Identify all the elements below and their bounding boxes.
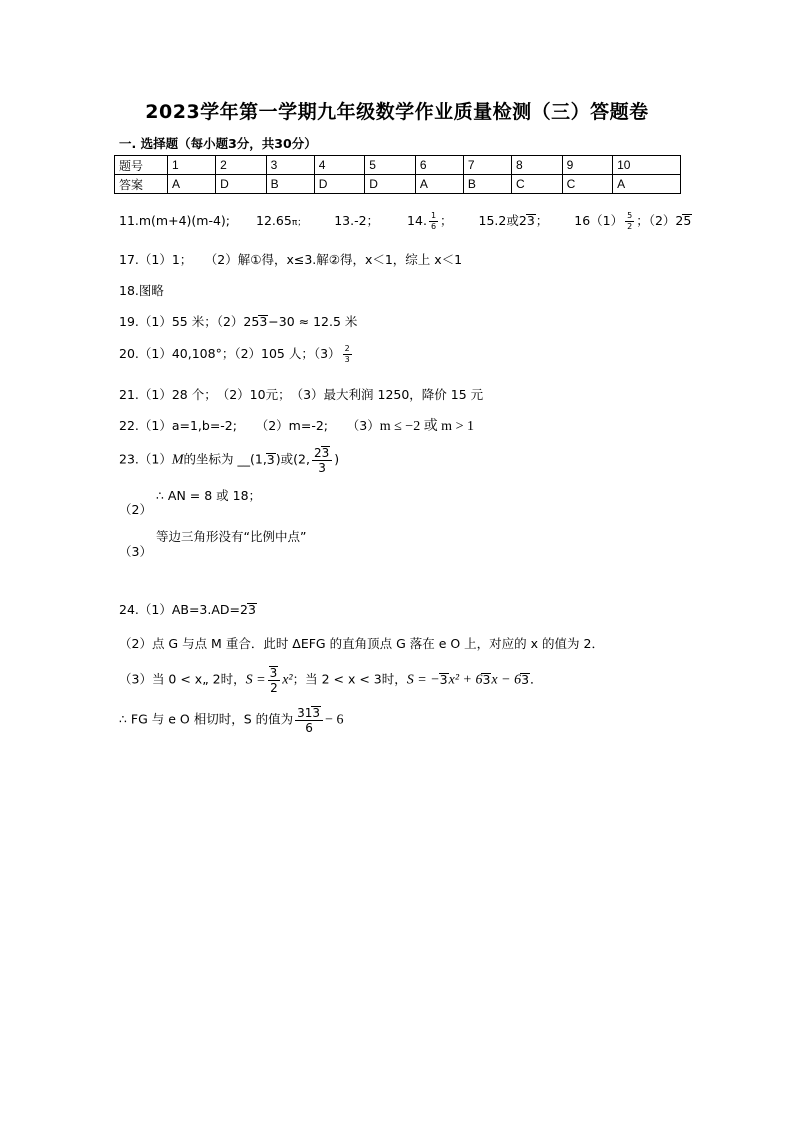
answer-24-fraction	[268, 666, 281, 694]
answer-16-mid: ；（2）2	[636, 213, 684, 228]
answer-17: 17.（1）1； （2）解①得，x≤3.解②得，x＜1，综上 x＜1	[119, 252, 463, 267]
answer-24-part3-end: ．	[530, 671, 543, 687]
fraction-denominator: 6	[305, 721, 313, 735]
answer-24-part3-text: （3）当 0 < x„ 2时，	[119, 671, 246, 687]
fraction-denominator: 3	[318, 461, 326, 475]
sqrt-radicand: 3	[439, 671, 448, 687]
table-cell: 3	[266, 156, 314, 175]
row-header-answer: 答案	[115, 175, 168, 194]
fraction-numerator: 1	[430, 211, 437, 220]
table-row-numbers	[115, 156, 681, 175]
table-cell: 8	[512, 156, 563, 175]
fraction-numerator	[312, 446, 332, 461]
answer-23-end: )	[334, 451, 340, 467]
answer-23-fraction	[312, 446, 332, 474]
table-cell: A	[168, 175, 216, 194]
answer-20-text: 20.（1）40,108°；（2）105 人；（3）	[119, 346, 341, 361]
answer-19	[119, 312, 357, 330]
answer-20	[119, 344, 354, 364]
table-row-answers	[115, 175, 681, 194]
table-cell: 1	[168, 156, 216, 175]
table-cell: 10	[613, 156, 681, 175]
answer-24-part4-text: ∴ FG 与 e O 相切时，S 的值为	[119, 711, 294, 727]
table-cell: 6	[415, 156, 463, 175]
answer-24-part3	[119, 666, 543, 694]
math-expr: x²	[282, 672, 293, 688]
answer-12-pi: π；	[291, 218, 307, 228]
sqrt-radicand: 3	[521, 671, 530, 687]
answer-22-expr: m ≤ −2 或 m > 1	[379, 419, 474, 434]
answer-table	[114, 155, 681, 194]
answer-21: 21.（1）28 个； （2）10元； （3）最大利润 1250，降价 15 元	[119, 387, 484, 402]
fraction-denominator: 6	[430, 222, 437, 231]
answer-23-mid: )或(2,	[275, 451, 310, 467]
answer-22-text: 22.（1）a=1,b=-2; （2）m=-2; （3）	[119, 418, 380, 433]
table-cell: 2	[216, 156, 267, 175]
answer-24-part2: （2）点 G 与点 M 重合．此时 ΔEFG 的直角顶点 G 落在 e O 上，对应的 x 的值为 2．	[119, 636, 604, 651]
table-cell: B	[463, 175, 511, 194]
answer-11: 11.m(m+4)(m-4);	[119, 213, 231, 228]
table-cell: A	[415, 175, 463, 194]
answer-24-fraction	[295, 706, 323, 734]
answer-23-part3: 等边三角形没有“比例中点”	[156, 529, 307, 544]
math-expr: x² + 6	[448, 672, 483, 688]
answer-20-fraction	[343, 345, 352, 364]
section-heading-choice: 一. 选择题（每小题3分，共30分）	[119, 136, 317, 151]
answer-23-text: 的坐标为 __(1,	[183, 451, 267, 467]
sqrt-radicand: 3	[312, 706, 321, 720]
answer-15-label: 15.2或2	[478, 213, 527, 228]
sqrt-radicand: 3	[526, 213, 535, 228]
table-cell: B	[266, 175, 314, 194]
answer-24-part3-mid: ；当 2 < x < 3时，	[292, 671, 407, 687]
answer-19-suffix: −30 ≈ 12.5 米	[268, 314, 358, 329]
math-expr: − 6	[325, 712, 344, 728]
sqrt-radicand: 3	[269, 666, 278, 680]
answer-12: 12.65	[256, 213, 292, 228]
table-cell: 9	[562, 156, 613, 175]
answer-24-part1	[119, 600, 257, 618]
sqrt-radicand: 3	[259, 314, 268, 329]
answer-line-11-16	[119, 211, 692, 231]
table-cell: 4	[314, 156, 365, 175]
answer-23-part3-label: （3）	[119, 544, 152, 559]
fraction-numerator: 2	[344, 344, 350, 353]
fraction-numerator: 5	[627, 211, 633, 220]
math-expr: S =	[245, 672, 266, 688]
fraction-numerator-coef: 2	[313, 446, 322, 460]
sqrt-radicand: 3	[266, 451, 275, 467]
table-cell: C	[512, 175, 563, 194]
sqrt-radicand: 5	[683, 213, 692, 228]
fraction-denominator: 2	[627, 222, 633, 231]
answer-23-part2: ∴ AN = 8 或 18；	[156, 488, 262, 503]
answer-16-fraction	[625, 212, 634, 231]
fraction-numerator	[295, 706, 323, 721]
answer-13: 13.-2；	[334, 213, 380, 228]
table-cell: C	[562, 175, 613, 194]
sqrt-radicand: 3	[482, 671, 491, 687]
answer-19-text: 19.（1）55 米；（2）25	[119, 314, 260, 329]
table-cell: 7	[463, 156, 511, 175]
fraction-denominator: 3	[344, 355, 350, 364]
table-cell: D	[216, 175, 267, 194]
table-cell: 5	[365, 156, 416, 175]
answer-24-text: 24.（1）AB=3.AD=2	[119, 602, 248, 617]
answer-23-label: 23.（1）	[119, 451, 172, 467]
sqrt-radicand: 3	[321, 446, 330, 460]
table-cell: D	[365, 175, 416, 194]
table-cell: D	[314, 175, 365, 194]
answer-24-part4	[119, 706, 343, 734]
answer-18: 18.图略	[119, 283, 164, 298]
table-cell: A	[613, 175, 681, 194]
math-var: M	[171, 452, 184, 468]
sqrt-radicand: 3	[247, 602, 256, 617]
answer-16-label: 16（1）	[574, 213, 624, 228]
answer-14-fraction	[429, 212, 438, 231]
fraction-numerator-coef: 31	[297, 706, 313, 720]
answer-14-end: ；	[440, 213, 453, 228]
answer-23-part2-label: （2）	[119, 502, 152, 517]
answer-15-end: ；	[535, 213, 549, 228]
answer-23-part1	[119, 446, 339, 474]
fraction-numerator	[268, 666, 281, 681]
page-title: 2023学年第一学期九年级数学作业质量检测（三）答题卷	[145, 101, 649, 123]
math-expr: x − 6	[491, 672, 522, 688]
fraction-denominator: 2	[270, 681, 278, 695]
row-header-number: 题号	[115, 156, 168, 175]
answer-22	[119, 415, 474, 435]
math-expr: S = −	[406, 672, 440, 688]
answer-14-label: 14.	[407, 213, 427, 228]
